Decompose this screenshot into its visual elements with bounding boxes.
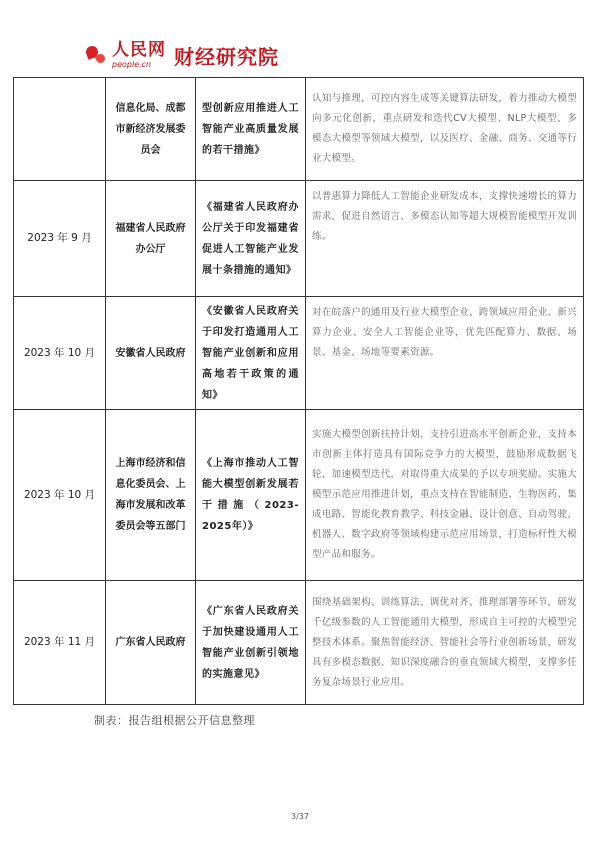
issuer-cell: 福建省人民政府办公厅 — [106, 181, 196, 297]
content-cell: 围绕基础架构、训练算法、调优对齐、推理部署等环节，研发千亿级参数的人工智能通用大模型，形成自主可控的大模型完整技术体系。聚焦智能经济、智能社会等行业创新场景，研发具有多模态数据、知识深度融合的垂直领域大模型，支撑多任务复杂场景行业应用。 — [306, 581, 584, 705]
logo-name: 人民网 — [112, 40, 166, 60]
policy-cell: 型创新应用推进人工智能产业高质量发展的若干措施》 — [196, 78, 306, 181]
table-source-note: 制表：报告组根据公开信息整理 — [94, 714, 255, 727]
content-cell: 认知与推理，可控内容生成等关键算法研发，着力推动大模型向多元化创新，重点研发和迭代CV大模型、NLP大模型、多模态大模型等领域大模型，以及医疗、金融、商务、交通等行业大模型。 — [306, 78, 584, 181]
table-row — [14, 78, 584, 181]
policy-cell: 《上海市推动人工智能大模型创新发展若干措施（2023-2025年）》 — [196, 410, 306, 581]
table-row — [14, 181, 584, 297]
page-number: 3/37 — [291, 812, 309, 821]
content-cell: 以普惠算力降低人工智能企业研发成本，支撑快速增长的算力需求，促进自然语言、多模态认知等超大规模智能模型开发训练。 — [306, 181, 584, 297]
policy-table — [13, 77, 584, 705]
logo-url: people.cn — [112, 60, 152, 69]
section-name: 财经研究院 — [174, 45, 279, 69]
content-cell: 对在皖落户的通用及行业大模型企业、跨领域应用企业、新兴算力企业、安全人工智能企业等，优先匹配算力、数据、场景、基金、场地等要素资源。 — [306, 297, 584, 410]
date-cell: 2023 年 10 月 — [14, 297, 106, 410]
table-row — [14, 410, 584, 581]
date-cell: 2023 年 9 月 — [14, 181, 106, 297]
policy-cell: 《福建省人民政府办公厅关于印发福建省促进人工智能产业发展十条措施的通知》 — [196, 181, 306, 297]
issuer-cell: 信息化局、成都市新经济发展委员会 — [106, 78, 196, 181]
date-cell: 2023 年 11 月 — [14, 581, 106, 705]
policy-cell: 《安徽省人民政府关于印发打造通用人工智能产业创新和应用高地若干政策的通知》 — [196, 297, 306, 410]
date-cell — [14, 78, 106, 181]
people-daily-logo-icon — [84, 44, 108, 68]
table-row — [14, 581, 584, 705]
page-header — [84, 40, 279, 74]
content-cell: 实施大模型创新扶持计划，支持引进高水平创新企业，支持本市创新主体打造具有国际竞争力的大模型，鼓励形成数据飞轮，加速模型迭代，对取得重大成果的予以专项奖励。实施大模型示范应用推进计划，重点支持在智能制造、生物医药、集成电路、智能化教育教学、科技金融、设计创意、自动驾驶、机器人、数字政府等领域构建示范应用场景，打造标杆性大模型产品和服务。 — [306, 410, 584, 581]
date-cell: 2023 年 10 月 — [14, 410, 106, 581]
issuer-cell: 上海市经济和信息化委员会、上海市发展和改革委员会等五部门 — [106, 410, 196, 581]
issuer-cell: 安徽省人民政府 — [106, 297, 196, 410]
logo-text — [112, 40, 166, 69]
policy-cell: 《广东省人民政府关于加快建设通用人工智能产业创新引领地的实施意见》 — [196, 581, 306, 705]
issuer-cell: 广东省人民政府 — [106, 581, 196, 705]
table-row — [14, 297, 584, 410]
